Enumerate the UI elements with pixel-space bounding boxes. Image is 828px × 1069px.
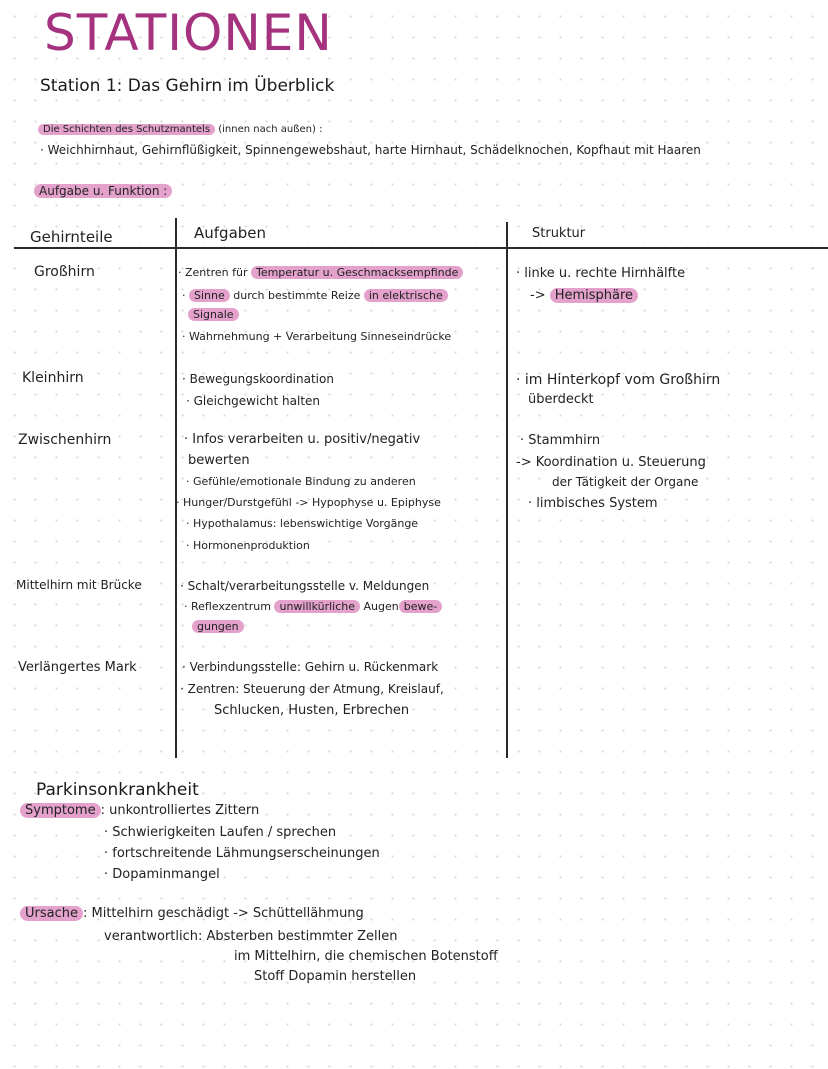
kleinhirn-task-2: · Gleichgewicht halten: [186, 394, 321, 408]
text: · Reflexzentrum: [184, 600, 275, 613]
page-title: STATIONEN: [44, 4, 333, 62]
row-part-zwischenhirn: Zwischenhirn: [18, 432, 112, 448]
ursache-line-4: Stoff Dopamin herstellen: [254, 969, 417, 984]
zwischenhirn-task-1: · Infos verarbeiten u. positiv/negativ: [184, 432, 421, 447]
mark-task-1: · Verbindungsstelle: Gehirn u. Rückenmark: [182, 660, 439, 674]
mittelhirn-task-1: · Schalt/verarbeitungsstelle v. Meldungen: [180, 579, 430, 593]
grosshirn-task-3: [188, 308, 239, 321]
parkinson-heading: Parkinsonkrankheit: [36, 780, 199, 800]
zwischenhirn-task-6: · Hormonenproduktion: [186, 539, 310, 552]
kleinhirn-struct-2: überdeckt: [528, 392, 594, 407]
grosshirn-struct-1: · linke u. rechte Hirnhälfte: [516, 266, 686, 281]
table-divider-1: [175, 218, 177, 758]
symptom-line-4: · Dopaminmangel: [104, 867, 220, 882]
station-heading: Station 1: Das Gehirn im Überblick: [40, 76, 335, 96]
grosshirn-task-1: [178, 266, 463, 279]
table-header-rule: [14, 247, 828, 249]
symptom-line-3: · fortschreitende Lähmungserscheinungen: [104, 846, 380, 861]
grosshirn-struct-2: [530, 288, 638, 303]
text: durch bestimmte Reize: [229, 289, 364, 302]
header-gehirnteile: Gehirnteile: [30, 228, 113, 246]
text: : unkontrolliertes Zittern: [100, 803, 260, 818]
row-part-mittelhirn: Mittelhirn mit Brücke: [16, 578, 142, 592]
zwischenhirn-struct-3: der Tätigkeit der Organe: [552, 475, 699, 489]
mittelhirn-task-2: [184, 600, 442, 613]
text: : Mittelhirn geschädigt -> Schüttellähmung: [82, 906, 364, 921]
kleinhirn-struct-1: · im Hinterkopf vom Großhirn: [516, 372, 721, 388]
highlight: Signale: [188, 308, 239, 321]
text: ->: [530, 288, 550, 303]
text: · Zentren für: [178, 266, 251, 279]
mark-task-3: Schlucken, Husten, Erbrechen: [214, 703, 410, 718]
aufgabe-label: Aufgabe u. Funktion :: [34, 184, 172, 198]
header-aufgaben: Aufgaben: [194, 224, 267, 242]
ursache-label: Ursache: [20, 906, 83, 921]
schichten-label: Die Schichten des Schutzmantels: [38, 124, 215, 135]
highlight: gungen: [192, 620, 244, 633]
symptome-label: Symptome: [20, 803, 101, 818]
mark-task-2: · Zentren: Steuerung der Atmung, Kreislauf,: [180, 682, 444, 696]
ursache-line-2: verantwortlich: Absterben bestimmter Zellen: [104, 929, 398, 944]
highlight: bewe-: [399, 600, 442, 613]
mittelhirn-task-3: [192, 620, 244, 633]
row-part-mark: Verlängertes Mark: [18, 660, 137, 675]
zwischenhirn-task-3: · Gefühle/emotionale Bindung zu anderen: [186, 475, 416, 488]
highlight: Hemisphäre: [550, 288, 638, 303]
schichten-line: [38, 124, 322, 135]
highlight: unwillkürliche: [274, 600, 360, 613]
zwischenhirn-task-2: bewerten: [188, 453, 250, 468]
zwischenhirn-struct-4: · limbisches System: [528, 496, 658, 511]
text: Augen: [360, 600, 399, 613]
kleinhirn-task-1: · Bewegungskoordination: [182, 372, 334, 386]
row-part-kleinhirn: Kleinhirn: [22, 370, 84, 386]
grosshirn-task-2: [182, 289, 448, 302]
ursache-line-3: im Mittelhirn, die chemischen Botenstoff: [234, 949, 498, 964]
zwischenhirn-task-5: · Hypothalamus: lebenswichtige Vorgänge: [186, 517, 419, 530]
schichten-suffix: (innen nach außen) :: [218, 124, 323, 135]
zwischenhirn-struct-1: · Stammhirn: [520, 433, 601, 448]
zwischenhirn-task-4: · Hunger/Durstgefühl -> Hypophyse u. Epiphyse: [176, 496, 441, 509]
table-divider-2: [506, 222, 508, 758]
header-struktur: Struktur: [532, 226, 586, 241]
symptom-line-1: [20, 803, 259, 818]
schichten-list: · Weichhirnhaut, Gehirnflüßigkeit, Spinnengewebshaut, harte Hirnhaut, Schädelknochen, Kopfhaut mit Haaren: [40, 143, 701, 157]
highlight: Sinne: [189, 289, 230, 302]
highlight: in elektrische: [364, 289, 448, 302]
highlight: Temperatur u. Geschmacksempfinde: [251, 266, 463, 279]
grosshirn-task-4: · Wahrnehmung + Verarbeitung Sinneseindrücke: [182, 330, 452, 343]
aufgabe-line: [34, 184, 172, 198]
zwischenhirn-struct-2: -> Koordination u. Steuerung: [516, 455, 706, 470]
text: ·: [182, 289, 189, 302]
symptom-line-2: · Schwierigkeiten Laufen / sprechen: [104, 825, 337, 840]
row-part-grosshirn: Großhirn: [34, 264, 95, 280]
ursache-line-1: [20, 906, 364, 921]
